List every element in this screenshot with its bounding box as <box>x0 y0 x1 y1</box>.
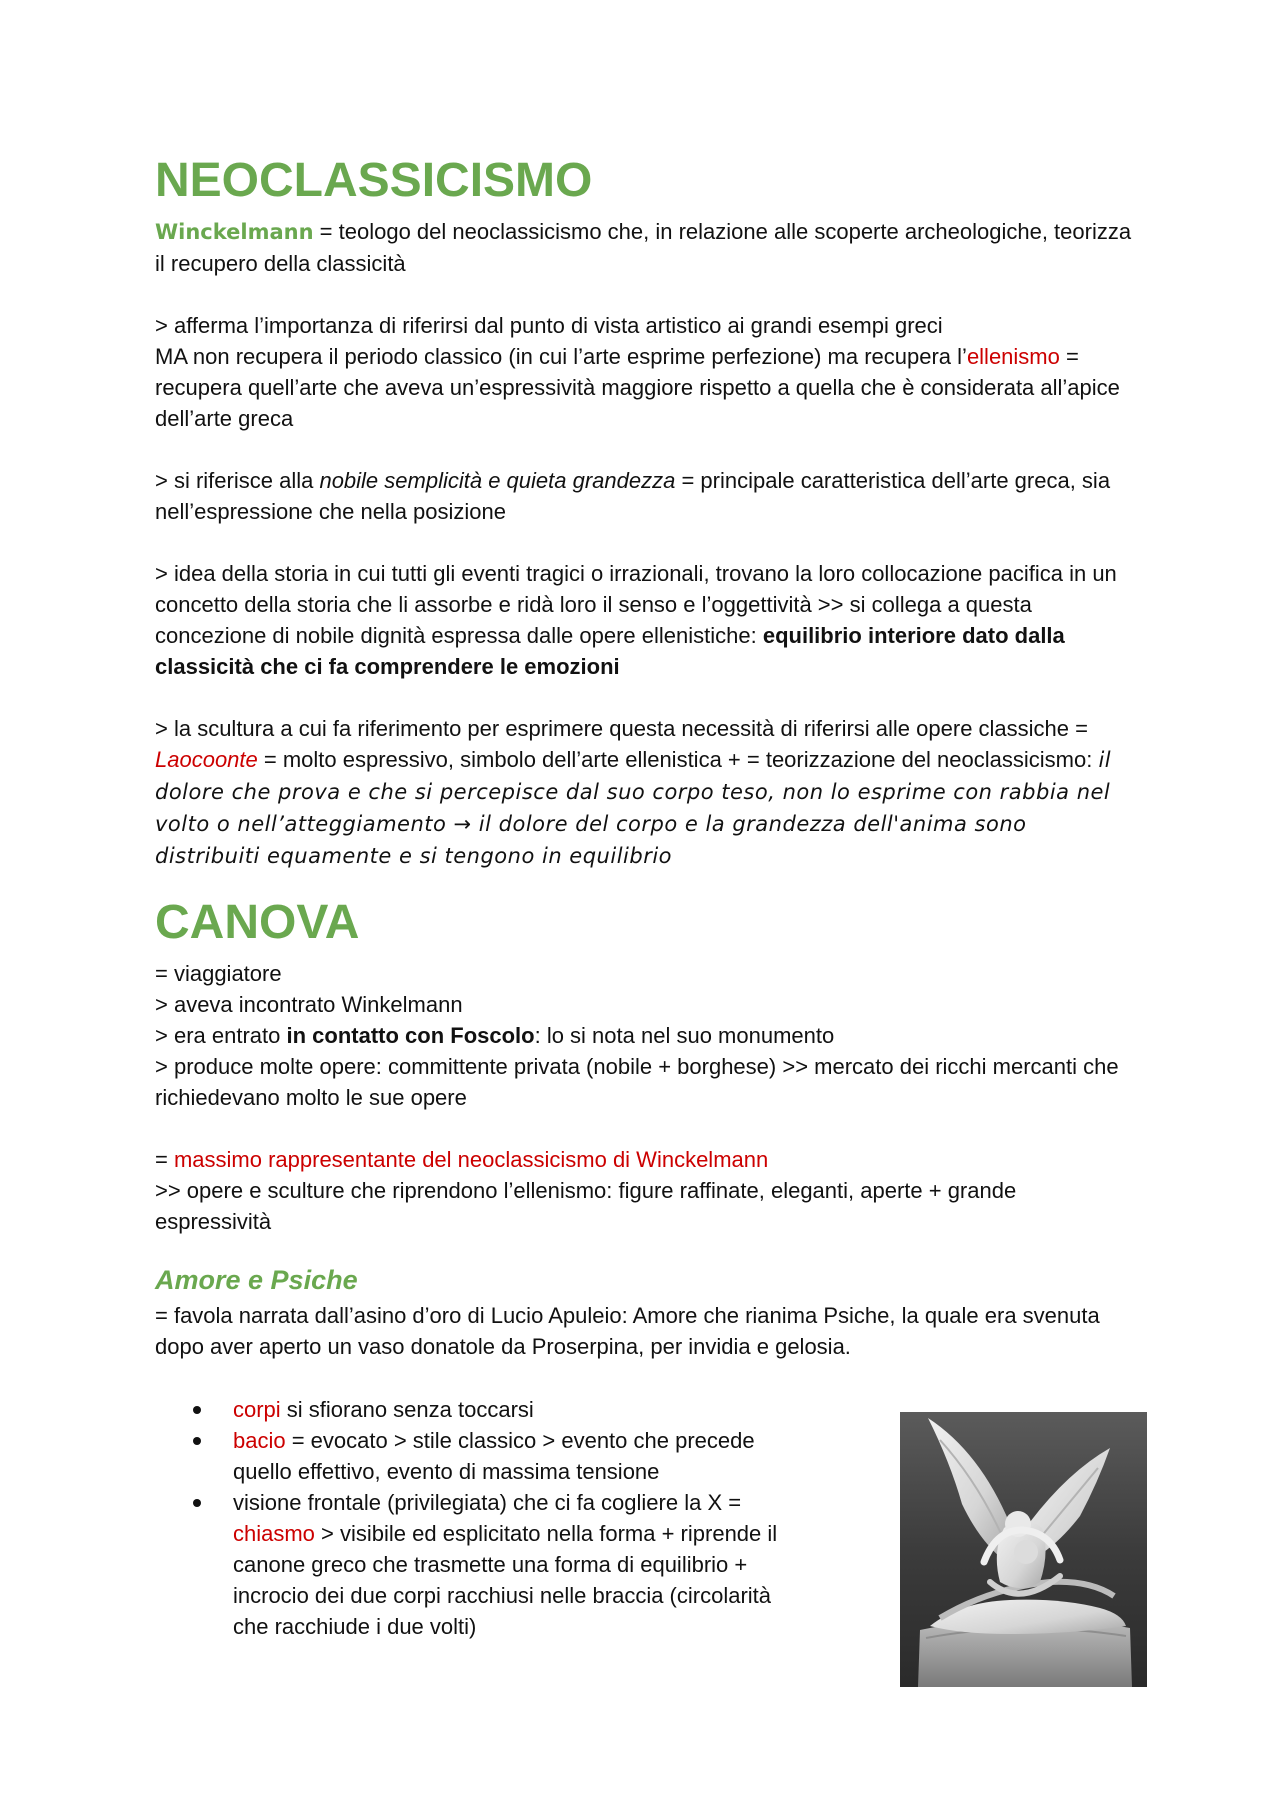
amore-intro: = favola narrata dall’asino d’oro di Lucio Apuleio: Amore che rianima Psiche, la quale era svenuta dopo aver aperto un vaso donatole da Proserpina, per invidia e gelosia. <box>155 1303 1100 1359</box>
canova-line-viaggiatore: = viaggiatore <box>155 961 282 986</box>
laocoonte-intro: > la scultura a cui fa riferimento per esprimere questa necessità di riferirsi alle opere classiche = <box>155 716 1088 741</box>
paragraph-greek-examples: > afferma l’importanza di riferirsi dal punto di vista artistico ai grandi esempi greci <box>155 313 943 338</box>
bullet-icon <box>193 1437 201 1445</box>
foscolo-intro: > era entrato <box>155 1023 287 1048</box>
corpi-text: si sfiorano senza toccarsi <box>280 1397 534 1422</box>
list-item <box>155 1425 805 1487</box>
list-item <box>155 1394 805 1425</box>
amore-bullet-list <box>155 1394 805 1642</box>
winckelmann-term: Winckelmann <box>155 220 314 244</box>
nobile-intro: > si riferisce alla <box>155 468 320 493</box>
winckelmann-definition: = teologo del neoclassicismo che, in relazione alle scoperte archeologiche, teorizza il recupero della classicità <box>155 219 1132 276</box>
equilibrio-highlight: equilibrio interiore dato dalla classicità che ci fa comprendere le emozioni <box>155 623 1065 679</box>
canova-line-rappresentante <box>155 1144 1135 1175</box>
paragraph-laocoonte <box>155 713 1135 872</box>
storia-text: > idea della storia in cui tutti gli eventi tragici o irrazionali, trovano la loro collocazione pacifica in un concetto della storia che li assorbe e ridà loro il senso e l’oggettività >> si collega a questa concezione di nobile dignità espressa dalle opere ellenistiche: <box>155 561 1117 648</box>
subsection-title-amore-e-psiche: Amore e Psiche <box>155 1265 358 1295</box>
corpi-term: corpi <box>233 1397 281 1422</box>
ellenismo-definition: = recupera quell’arte che aveva un’espressività maggiore rispetto a quella che è considerata all’apice dell’arte greca <box>155 344 1120 431</box>
ellenismo-term: ellenismo <box>966 344 1060 369</box>
paragraph-idea-storia <box>155 558 1135 682</box>
foscolo-rest: : lo si nota nel suo monumento <box>534 1023 835 1048</box>
canova-line-sculture: >> opere e sculture che riprendono l’ellenismo: figure raffinate, eleganti, aperte + grande espressività <box>155 1178 1017 1234</box>
rappresentante-prefix: = <box>155 1147 174 1172</box>
foscolo-highlight: in contatto con Foscolo <box>286 1023 535 1048</box>
chiasmo-term: chiasmo <box>233 1521 315 1546</box>
bacio-text: = evocato > stile classico > evento che precede quello effettivo, evento di massima tensione <box>233 1428 755 1484</box>
laocoonte-definition: = molto espressivo, simbolo dell’arte ellenistica + = teorizzazione del neoclassicismo: <box>257 747 1099 772</box>
section-title-canova: CANOVA <box>155 896 360 949</box>
rappresentante-highlight: massimo rappresentante del neoclassicismo di Winckelmann <box>173 1147 769 1172</box>
nobile-definition: = principale caratteristica dell’arte greca, sia nell’espressione che nella posizione <box>155 468 1111 524</box>
winckelmann-paragraph <box>155 216 1135 279</box>
paragraph-ellenismo <box>155 341 1135 434</box>
laocoonte-quote: il dolore che prova e che si percepisce dal suo corpo teso, non lo esprime con rabbia nel volto o nell’atteggiamento → il dolore del corpo e la grandezza dell'anima sono distribuiti equamente e si tengono in equilibrio <box>155 748 1112 868</box>
paragraph-nobile-semplicita <box>155 465 1135 527</box>
canova-line-opere: > produce molte opere: committente privata (nobile + borghese) >> mercato dei ricchi mercanti che richiedevano molto le sue opere <box>155 1054 1119 1110</box>
bullet-icon <box>193 1499 201 1507</box>
bacio-term: bacio <box>233 1428 286 1453</box>
ellenismo-intro: MA non recupera il periodo classico (in cui l’arte esprime perfezione) ma recupera l’ <box>155 344 967 369</box>
canova-line-winkelmann: > aveva incontrato Winkelmann <box>155 992 463 1017</box>
laocoonte-term: Laocoonte <box>155 747 258 772</box>
visione-text: visione frontale (privilegiata) che ci fa cogliere la X = <box>233 1490 742 1515</box>
chiasmo-text: > visibile ed esplicitato nella forma + riprende il canone greco che trasmette una forma di equilibrio + incrocio dei due corpi racchiusi nelle braccia (circolarità che racchiude i due volti) <box>233 1521 778 1639</box>
section-title-neoclassicismo: NEOCLASSICISMO <box>155 154 593 207</box>
list-item <box>155 1487 805 1642</box>
bullet-icon <box>193 1406 201 1414</box>
nobile-phrase: nobile semplicità e quieta grandezza <box>319 468 676 493</box>
canova-line-foscolo <box>155 1020 1135 1051</box>
amore-e-psiche-statue-image <box>900 1412 1147 1687</box>
